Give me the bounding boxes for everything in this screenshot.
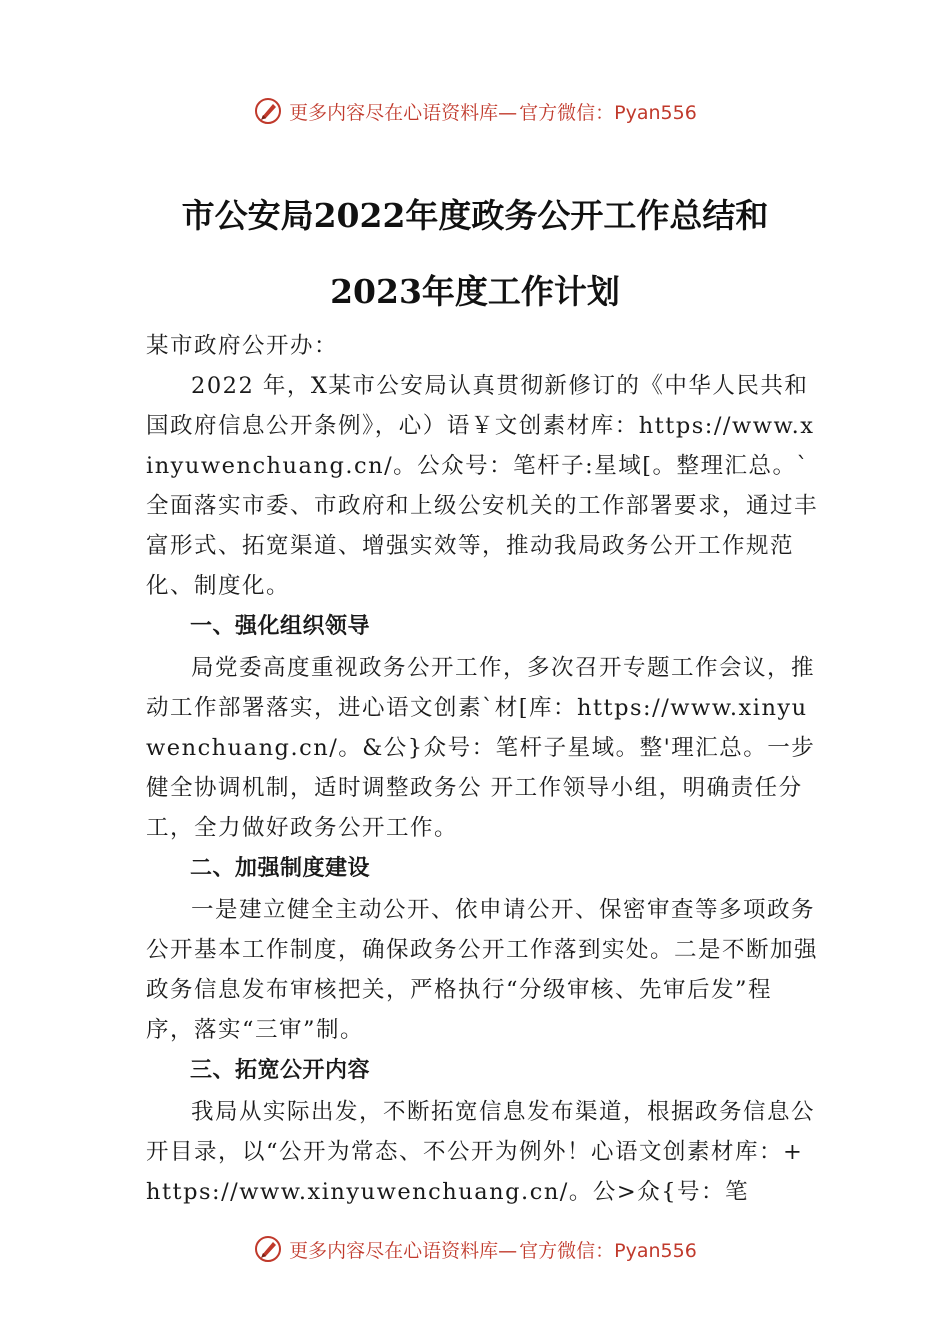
document-title-line2: 2023年度工作计划 <box>330 272 620 311</box>
paragraph-section-1: 局党委高度重视政务公开工作，多次召开专题工作会议，推动工作部署落实，进心语文创素`材[库：https://www.xinyuwenchuang.cn/。&公}众号：笔杆子星域。整'理汇总。一步健全协调机制，适时调整政务公 开工作领导小组，明确责任分工，全力做好政务公开工作。 <box>146 655 816 841</box>
paragraph-section-3: 我局从实际出发，不断拓宽信息发布渠道，根据政务信息公开目录，以“公开为常态、不公开为例外！心语文创素材库：+https://www.xinyuwenchuang.cn/。公>众{号：笔 <box>146 1099 816 1205</box>
pen-logo-icon <box>253 96 283 126</box>
salutation: 某市政府公开办： <box>146 333 339 359</box>
document-body <box>146 326 818 1212</box>
watermark-footer <box>0 1234 950 1264</box>
watermark-text: 更多内容尽在心语资料库— <box>289 1239 518 1262</box>
watermark-wechat: 官方微信：Pyan556 <box>519 101 697 124</box>
section-heading-2: 二、加强制度建设 <box>190 856 371 881</box>
pen-logo-icon <box>253 1234 283 1264</box>
section-heading-1: 一、强化组织领导 <box>190 614 371 639</box>
watermark-wechat: 官方微信：Pyan556 <box>519 1239 697 1262</box>
watermark-text: 更多内容尽在心语资料库— <box>289 101 518 124</box>
document-title-line1: 市公安局2022年度政务公开工作总结和 <box>181 196 769 235</box>
watermark-header <box>0 96 950 126</box>
paragraph-section-2: 一是建立健全主动公开、依申请公开、保密审查等多项政务公开基本工作制度，确保政务公开工作落到实处。二是不断加强政务信息发布审核把关，严格执行“分级审核、先审后发”程序，落实“三审”制。 <box>146 897 819 1043</box>
section-heading-3: 三、拓宽公开内容 <box>190 1058 371 1083</box>
paragraph-intro: 2022 年，X某市公安局认真贯彻新修订的《中华人民共和国政府信息公开条例》，心）语￥文创素材库：https://www.xinyuwenchuang.cn/。公众号：笔杆子:星域[。整理汇总。`全面落实市委、市政府和上级公安机关的工作部署要求，通过丰富形式、拓宽渠道、增强实效等，推动我局政务公开工作规范化、制度化。 <box>146 373 819 599</box>
